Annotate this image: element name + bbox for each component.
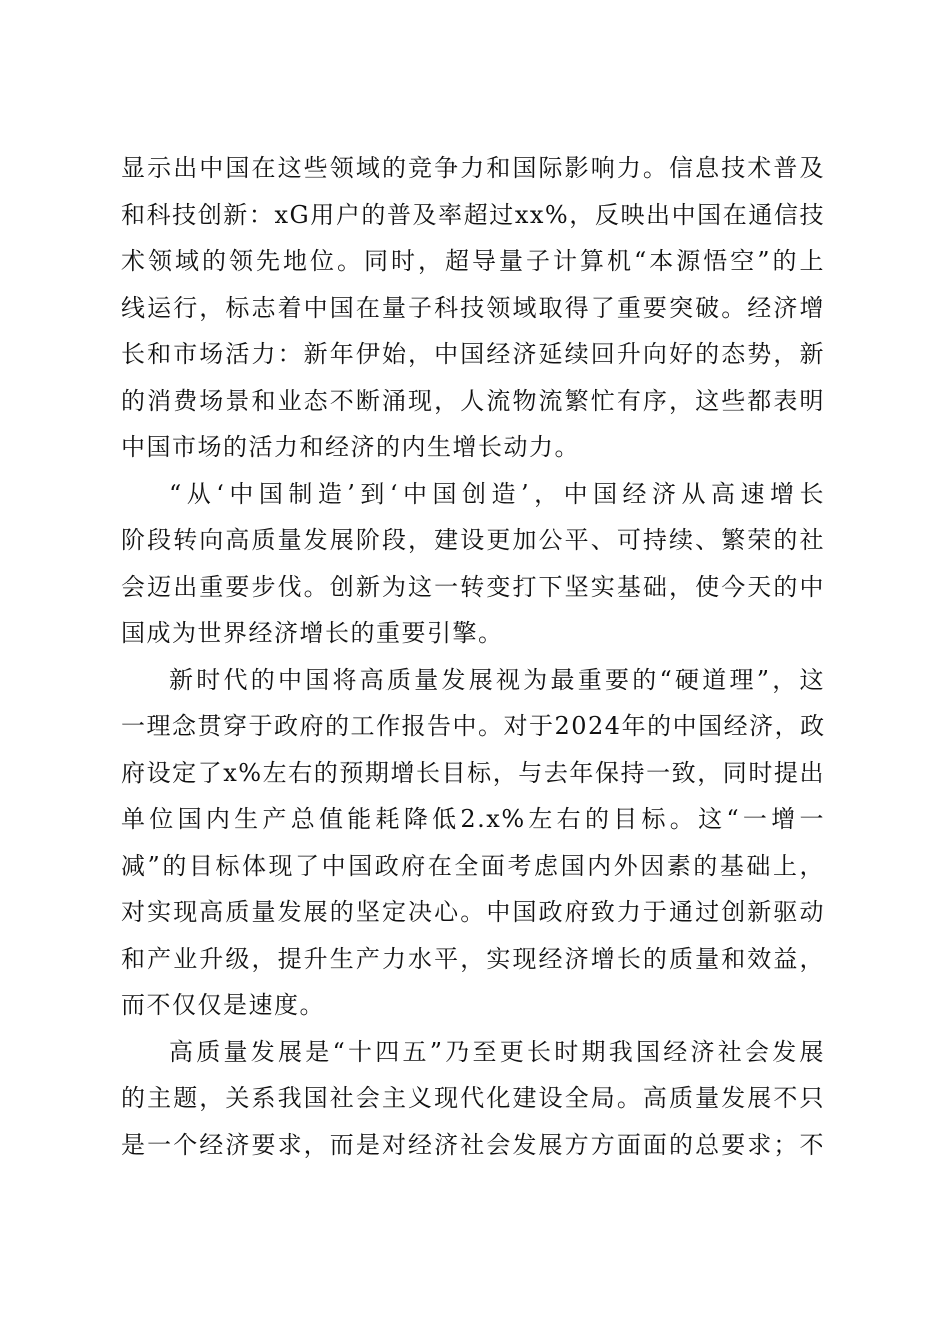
paragraph-4 <box>121 1029 825 1169</box>
text-line: 一理念贯穿于政府的工作报告中。对于2024年的中国经济，政 <box>121 712 826 740</box>
text-line: 对实现高质量发展的坚定决心。中国政府致力于通过创新驱动 <box>121 898 825 926</box>
paragraph-1 <box>121 145 825 471</box>
text-line: 线运行，标志着中国在量子科技领域取得了重要突破。经济增 <box>121 293 825 322</box>
text-line: “从‘中国制造’到‘中国创造’，中国经济从高速增长 <box>169 479 825 508</box>
text-line: 和产业升级，提升生产力水平，实现经济增长的质量和效益， <box>121 944 825 973</box>
text-line: 的消费场景和业态不断涌现，人流物流繁忙有序，这些都表明 <box>121 386 825 415</box>
text-line: 新时代的中国将高质量发展视为最重要的“硬道理”，这 <box>169 665 825 694</box>
text-line: 和科技创新：xG用户的普及率超过xx%，反映出中国在通信技 <box>121 200 825 229</box>
text-line: 高质量发展是“十四五”乃至更长时期我国经济社会发展 <box>169 1037 825 1066</box>
text-line: 阶段转向高质量发展阶段，建设更加公平、可持续、繁荣的社 <box>121 526 825 554</box>
text-line: 会迈出重要步伐。创新为这一转变打下坚实基础，使今天的中 <box>121 572 825 601</box>
document-body <box>121 145 825 1168</box>
text-line: 减”的目标体现了中国政府在全面考虑国内外因素的基础上， <box>121 851 825 880</box>
text-line: 中国市场的活力和经济的内生增长动力。 <box>121 433 580 461</box>
text-line: 府设定了x%左右的预期增长目标，与去年保持一致，同时提出 <box>121 758 825 787</box>
text-line: 显示出中国在这些领域的竞争力和国际影响力。信息技术普及 <box>121 154 825 182</box>
text-line: 单位国内生产总值能耗降低2.x%左右的目标。这“一增一 <box>121 805 825 833</box>
text-line: 国成为世界经济增长的重要引擎。 <box>121 619 504 647</box>
paragraph-2 <box>121 471 825 657</box>
text-line: 长和市场活力：新年伊始，中国经济延续回升向好的态势，新 <box>121 340 825 368</box>
text-line: 术领域的领先地位。同时，超导量子计算机“本源悟空”的上 <box>121 247 825 275</box>
paragraph-3 <box>121 657 825 1029</box>
text-line: 而不仅仅是速度。 <box>121 991 325 1019</box>
text-line: 的主题，关系我国社会主义现代化建设全局。高质量发展不只 <box>121 1084 825 1112</box>
text-line: 是一个经济要求，而是对经济社会发展方方面面的总要求；不 <box>121 1130 825 1159</box>
